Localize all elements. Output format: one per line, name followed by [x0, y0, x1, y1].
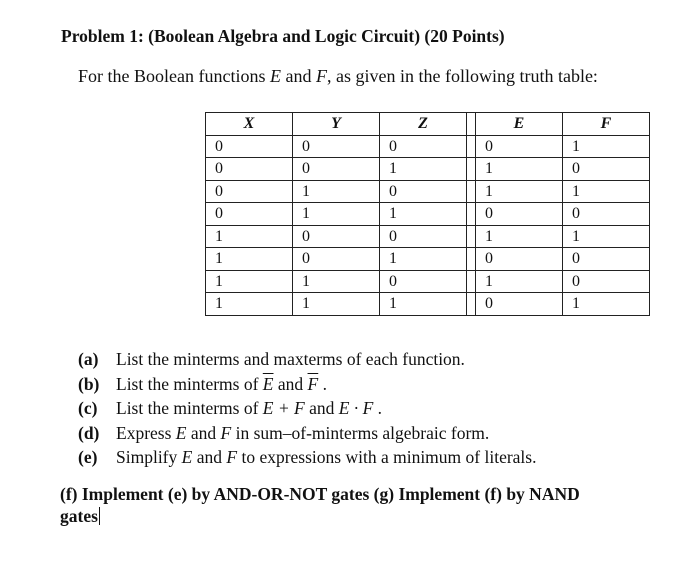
cell-x: 1 [206, 225, 293, 248]
table-row [206, 158, 650, 181]
cell-e: 1 [476, 158, 563, 181]
expr-or: E + F [262, 398, 305, 418]
cell-e: 1 [476, 225, 563, 248]
intro-text-a: For the Boolean functions [78, 66, 270, 86]
footer-line-1: (f) Implement (e) by AND-OR-NOT gates (g) Implement (f) by NAND [60, 484, 580, 504]
footer-question[interactable] [60, 483, 580, 527]
part-text: to expressions with a minimum of literals. [237, 447, 537, 467]
part-text: List the minterms of [116, 373, 263, 394]
table-row [206, 203, 650, 226]
intro-text-b: and [280, 66, 316, 86]
header-y: Y [293, 113, 380, 136]
header-e: E [476, 113, 563, 136]
table-separator [467, 113, 476, 136]
cell-y: 1 [293, 180, 380, 203]
part-text: Simplify [116, 447, 182, 467]
part-d [78, 423, 536, 448]
problem-title: Problem 1: (Boolean Algebra and Logic Circuit) (20 Points) [61, 26, 505, 46]
table-row [206, 248, 650, 271]
part-label: (e) [78, 447, 98, 467]
part-text: . [373, 398, 383, 418]
part-text: in sum–of-minterms algebraic form. [231, 422, 490, 443]
truth-table [205, 112, 650, 316]
cell-e: 0 [476, 203, 563, 226]
footer-line-2: gates [60, 506, 98, 526]
table-separator [467, 203, 476, 226]
cell-f: 0 [563, 270, 650, 293]
cell-z: 1 [380, 293, 467, 316]
table-row [206, 270, 650, 293]
cell-e: 0 [476, 293, 563, 316]
table-row [206, 293, 650, 316]
cell-x: 0 [206, 180, 293, 203]
table-row [206, 135, 650, 158]
cell-z: 1 [380, 248, 467, 271]
part-e [78, 447, 536, 472]
expr-and: E · F [338, 398, 374, 418]
table-separator [467, 248, 476, 271]
cell-y: 0 [293, 225, 380, 248]
part-text: List the minterms of [116, 398, 263, 418]
intro-var-f: F [315, 66, 327, 86]
cell-x: 1 [206, 270, 293, 293]
truth-table-header [206, 113, 650, 136]
cell-e: 1 [476, 270, 563, 293]
header-f: F [563, 113, 650, 136]
cell-z: 0 [380, 225, 467, 248]
table-separator [467, 293, 476, 316]
text-cursor [99, 507, 100, 525]
var-f: F [220, 422, 232, 443]
cell-x: 1 [206, 248, 293, 271]
var-e: E [181, 447, 193, 467]
cell-z: 0 [380, 270, 467, 293]
part-label: (d) [78, 422, 100, 443]
cell-z: 0 [380, 180, 467, 203]
cell-y: 1 [293, 203, 380, 226]
table-separator [467, 158, 476, 181]
question-parts [78, 349, 536, 472]
cell-y: 0 [293, 135, 380, 158]
part-text: and [192, 447, 227, 467]
part-text: and [304, 398, 339, 418]
cell-z: 0 [380, 135, 467, 158]
var-e: E [175, 422, 187, 443]
table-row [206, 225, 650, 248]
e-complement: $\overline{E}$ [262, 373, 274, 394]
part-b [78, 374, 536, 399]
table-separator [467, 135, 476, 158]
cell-z: 1 [380, 158, 467, 181]
part-a [78, 349, 536, 374]
part-c [78, 398, 536, 423]
f-complement: $\overline{F}$ [307, 373, 319, 394]
part-label: (c) [78, 398, 98, 418]
cell-x: 0 [206, 203, 293, 226]
table-row [206, 180, 650, 203]
cell-f: 1 [563, 225, 650, 248]
cell-z: 1 [380, 203, 467, 226]
header-x: X [206, 113, 293, 136]
problem-intro [78, 66, 598, 87]
cell-y: 0 [293, 248, 380, 271]
cell-f: 1 [563, 180, 650, 203]
part-label: (a) [78, 349, 99, 369]
header-z: Z [380, 113, 467, 136]
cell-e: 1 [476, 180, 563, 203]
cell-y: 1 [293, 270, 380, 293]
cell-e: 0 [476, 135, 563, 158]
cell-f: 0 [563, 203, 650, 226]
part-text: Express [116, 422, 176, 443]
part-label: (b) [78, 373, 100, 394]
cell-y: 0 [293, 158, 380, 181]
cell-f: 0 [563, 158, 650, 181]
table-separator [467, 270, 476, 293]
cell-x: 0 [206, 135, 293, 158]
cell-f: 1 [563, 293, 650, 316]
part-text: and [186, 422, 221, 443]
var-f: F [226, 447, 238, 467]
cell-f: 0 [563, 248, 650, 271]
intro-text-c: , as given in the following truth table: [326, 66, 598, 86]
cell-y: 1 [293, 293, 380, 316]
table-separator [467, 180, 476, 203]
cell-x: 0 [206, 158, 293, 181]
cell-f: 1 [563, 135, 650, 158]
cell-x: 1 [206, 293, 293, 316]
part-text: . [318, 373, 327, 394]
cell-e: 0 [476, 248, 563, 271]
part-text: and [273, 373, 308, 394]
part-text: List the minterms and maxterms of each function. [116, 349, 465, 369]
table-separator [467, 225, 476, 248]
intro-var-e: E [269, 66, 281, 86]
